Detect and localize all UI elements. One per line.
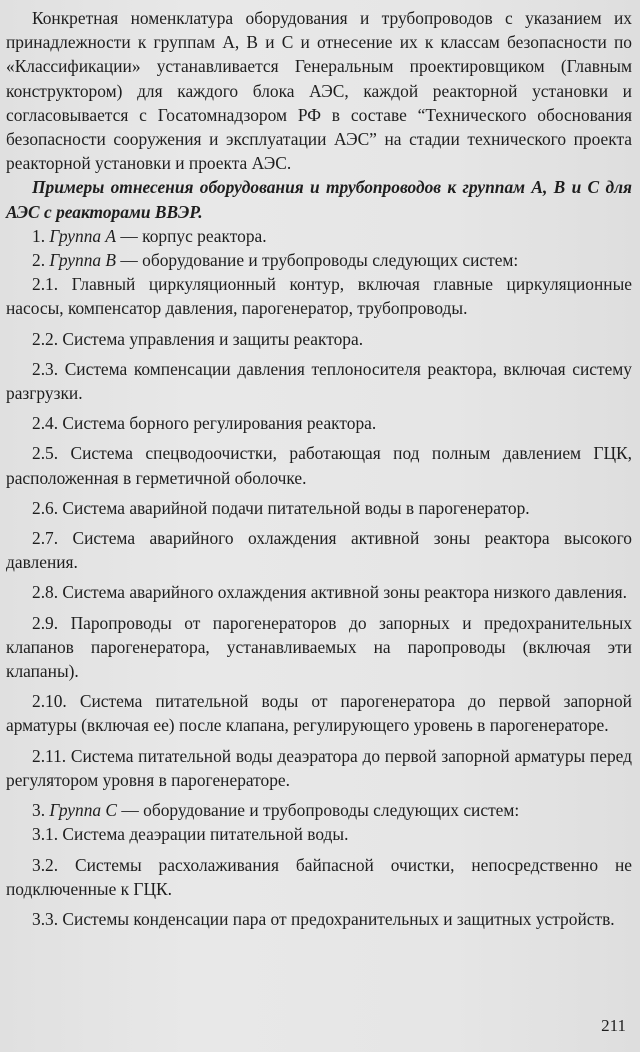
list-item-2-11: 2.11. Система питательной воды деаэратора до первой запорной арматуры перед регулятором уровня в парогенераторе. <box>6 745 632 790</box>
list-item-2-9: 2.9. Паропроводы от парогенераторов до запорных и предохранительных клапанов парогенератора, устанавливаемых на паропроводы (включая эти клапаны). <box>6 612 632 682</box>
group-a-text: — корпус реактора. <box>120 225 267 246</box>
group-b-text: — оборудование и трубопроводы следующих систем: <box>120 250 519 271</box>
group-a-item <box>6 224 632 248</box>
list-item-2-10: 2.10. Система питательной воды от парогенератора до первой запорной арматуры (включая ее) после клапана, регулирующего уровень в парогенераторе. <box>6 691 632 736</box>
group-a-name: Группа А <box>49 225 117 246</box>
list-item-2-7: 2.7. Система аварийного охлаждения активной зоны реактора высокого давления. <box>6 528 632 573</box>
list-item-2-6: 2.6. Система аварийной подачи питательной воды в парогенератор. <box>32 497 530 518</box>
list-item-3-2: 3.2. Системы расхолаживания байпасной очистки, непосредственно не подключенные к ГЦК. <box>6 854 632 899</box>
list-item-2-3: 2.3. Система компенсации давления теплоносителя реактора, включая систему разгрузки. <box>6 358 632 404</box>
list-item-2-2: 2.2. Система управления и защиты реактора. <box>32 328 364 349</box>
intro-paragraph: Конкретная номенклатура оборудования и трубопроводов с указанием их принадлежности к группам А, В и С и отнесение их к классам безопасности по «Классификации» устанавливается Генеральным проектировщиком (Главным конструктором) для каждого блока АЭС, каждой реакторной установки и согласовывается с Госатомнадзором РФ в составе “Технического обоснования безопасности сооружения и эксплуатации АЭС” на стадии технического проекта реакторной установки и проекта АЭС. <box>6 8 632 174</box>
group-a-number: 1. <box>32 225 46 246</box>
group-b-number: 2. <box>32 250 46 271</box>
list-item-2-4: 2.4. Система борного регулирования реактора. <box>32 413 377 434</box>
list-item-2-1: 2.1. Главный циркуляционный контур, включая главные циркуляционные насосы, компенсатор давления, парогенератор, трубопроводы. <box>6 274 632 319</box>
list-item-2-8: 2.8. Система аварийного охлаждения активной зоны реактора низкого давления. <box>32 582 627 603</box>
group-c-name: Группа С <box>49 800 118 821</box>
group-c-number: 3. <box>32 800 46 821</box>
list-item-3-1: 3.1. Система деаэрации питательной воды. <box>32 824 349 845</box>
list-item-3-3: 3.3. Системы конденсации пара от предохранительных и защитных устройств. <box>32 908 615 929</box>
group-b-item <box>6 248 632 272</box>
group-c-text: — оборудование и трубопроводы следующих систем: <box>121 800 520 821</box>
group-c-item <box>6 798 632 822</box>
page-number: 211 <box>601 1016 626 1035</box>
group-b-name: Группа В <box>49 250 117 271</box>
list-item-2-5: 2.5. Система спецводоочистки, работающая под полным давлением ГЦК, расположенная в герметичной оболочке. <box>6 443 632 488</box>
section-heading: Примеры отнесения оборудования и трубопроводов к группам А, В и С для АЭС с реакторами ВВЭР. <box>6 177 632 222</box>
